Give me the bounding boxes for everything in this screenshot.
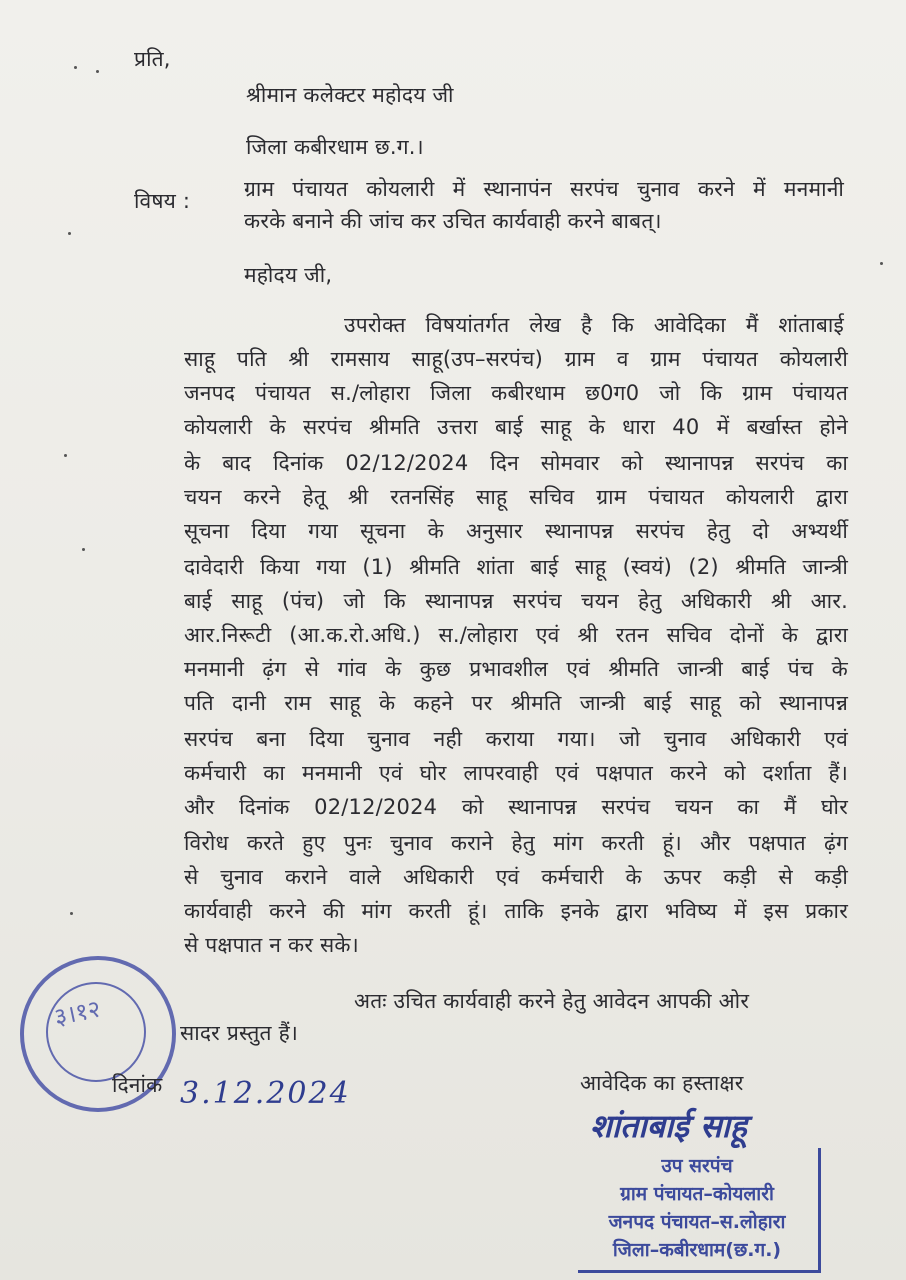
body-line: से चुनाव कराने वाले अधिकारी एवं कर्मचारी के ऊपर कड़ी से कड़ी (184, 865, 848, 889)
paper-speck (82, 548, 85, 551)
paper-speck (64, 454, 67, 457)
seal-line: उप सरपंच (661, 1155, 733, 1177)
body-line: सरपंच बना दिया चुनाव नही कराया गया। जो चुनाव अधिकारी एवं (184, 727, 848, 751)
body-line: के बाद दिनांक 02/12/2024 दिन सोमवार को स्थानापन्न सरपंच का (184, 451, 848, 475)
seal-line: जनपद पंचायत–स.लोहारा (608, 1211, 786, 1233)
subject-line-2: करके बनाने की जांच कर उचित कार्यवाही करने बाबत्। (244, 209, 662, 233)
body-line: कर्मचारी का मनमानी एवं घोर लापरवाही एवं पक्षपात करने को दर्शाता हैं। (184, 761, 848, 785)
closing-line-1: अतः उचित कार्यवाही करने हेतु आवेदन आपकी ओर (354, 989, 750, 1013)
date-value: 3.12.2024 (180, 1076, 351, 1111)
date-label: दिनांक (112, 1073, 163, 1097)
paper-speck (70, 912, 73, 915)
signature-label: आवेदिक का हस्ताक्षर (580, 1071, 744, 1095)
body-line: पति दानी राम साहू के कहने पर श्रीमति जान्त्री बाई साहू को स्थानापन्न (184, 691, 848, 715)
body-line: कोयलारी के सरपंच श्रीमति उत्तरा बाई साहू के धारा 40 में बर्खास्त होने (184, 415, 848, 439)
body-line: और दिनांक 02/12/2024 को स्थानापन्न सरपंच चयन का मैं घोर (184, 795, 848, 819)
body-line: विरोध करते हुए पुनः चुनाव कराने हेतु मांग करती हूं। और पक्षपात ढ़ंग (184, 831, 848, 855)
body-line: सूचना दिया गया सूचना के अनुसार स्थानापन्न सरपंच हेतु दो अभ्यर्थी (184, 519, 848, 543)
office-stamp-mark: ३।१२ (51, 994, 104, 1032)
addressee-line-2: जिला कबीरधाम छ.ग.। (246, 135, 424, 159)
seal-line: ग्राम पंचायत–कोयलारी (620, 1183, 774, 1205)
closing-line-2: सादर प्रस्तुत हैं। (180, 1021, 299, 1045)
body-line: चयन करने हेतू श्री रतनसिंह साहू सचिव ग्राम पंचायत कोयलारी द्वारा (184, 485, 848, 509)
subject-label: विषय : (134, 189, 191, 213)
body-line: जनपद पंचायत स./लोहारा जिला कबीरधाम छ0ग0 जो कि ग्राम पंचायत (184, 381, 848, 405)
body-line: उपरोक्त विषयांतर्गत लेख है कि आवेदिका मैं शांताबाई (344, 313, 844, 337)
body-line: कार्यवाही करने की मांग करती हूं। ताकि इनके द्वारा भविष्य में इस प्रकार (184, 899, 848, 923)
body-line: बाई साहू (पंच) जो कि स्थानापन्न सरपंच चयन हेतु अधिकारी श्री आर. (184, 589, 848, 613)
paper-speck (880, 262, 883, 265)
greeting: महोदय जी, (244, 263, 333, 287)
subject-line-1: ग्राम पंचायत कोयलारी में स्थानापंन सरपंच चुनाव करने में मनमानी (244, 177, 844, 201)
body-line: साहू पति श्री रामसाय साहू(उप–सरपंच) ग्राम व ग्राम पंचायत कोयलारी (184, 347, 848, 371)
body-line: दावेदारी किया गया (1) श्रीमति शांता बाई साहू (स्वयं) (2) श्रीमति जान्त्री (184, 555, 848, 579)
body-line: आर.निरूटी (आ.क.रो.अधि.) स./लोहारा एवं श्री रतन सचिव दोनों के द्वारा (184, 623, 848, 647)
handwritten-signature: शांताबाई साहू (590, 1107, 747, 1145)
salutation-to: प्रति, (134, 47, 171, 71)
paper-speck (68, 232, 71, 235)
addressee-line-1: श्रीमान कलेक्टर महोदय जी (246, 83, 454, 107)
body-line: मनमानी ढ़ंग से गांव के कुछ प्रभावशील एवं श्रीमति जान्त्री बाई पंच के (184, 657, 848, 681)
paper-speck (74, 66, 77, 69)
seal-line: जिला–कबीरधाम(छ.ग.) (612, 1239, 782, 1261)
body-line: से पक्षपात न कर सके। (184, 933, 359, 957)
paper-speck (96, 70, 99, 73)
